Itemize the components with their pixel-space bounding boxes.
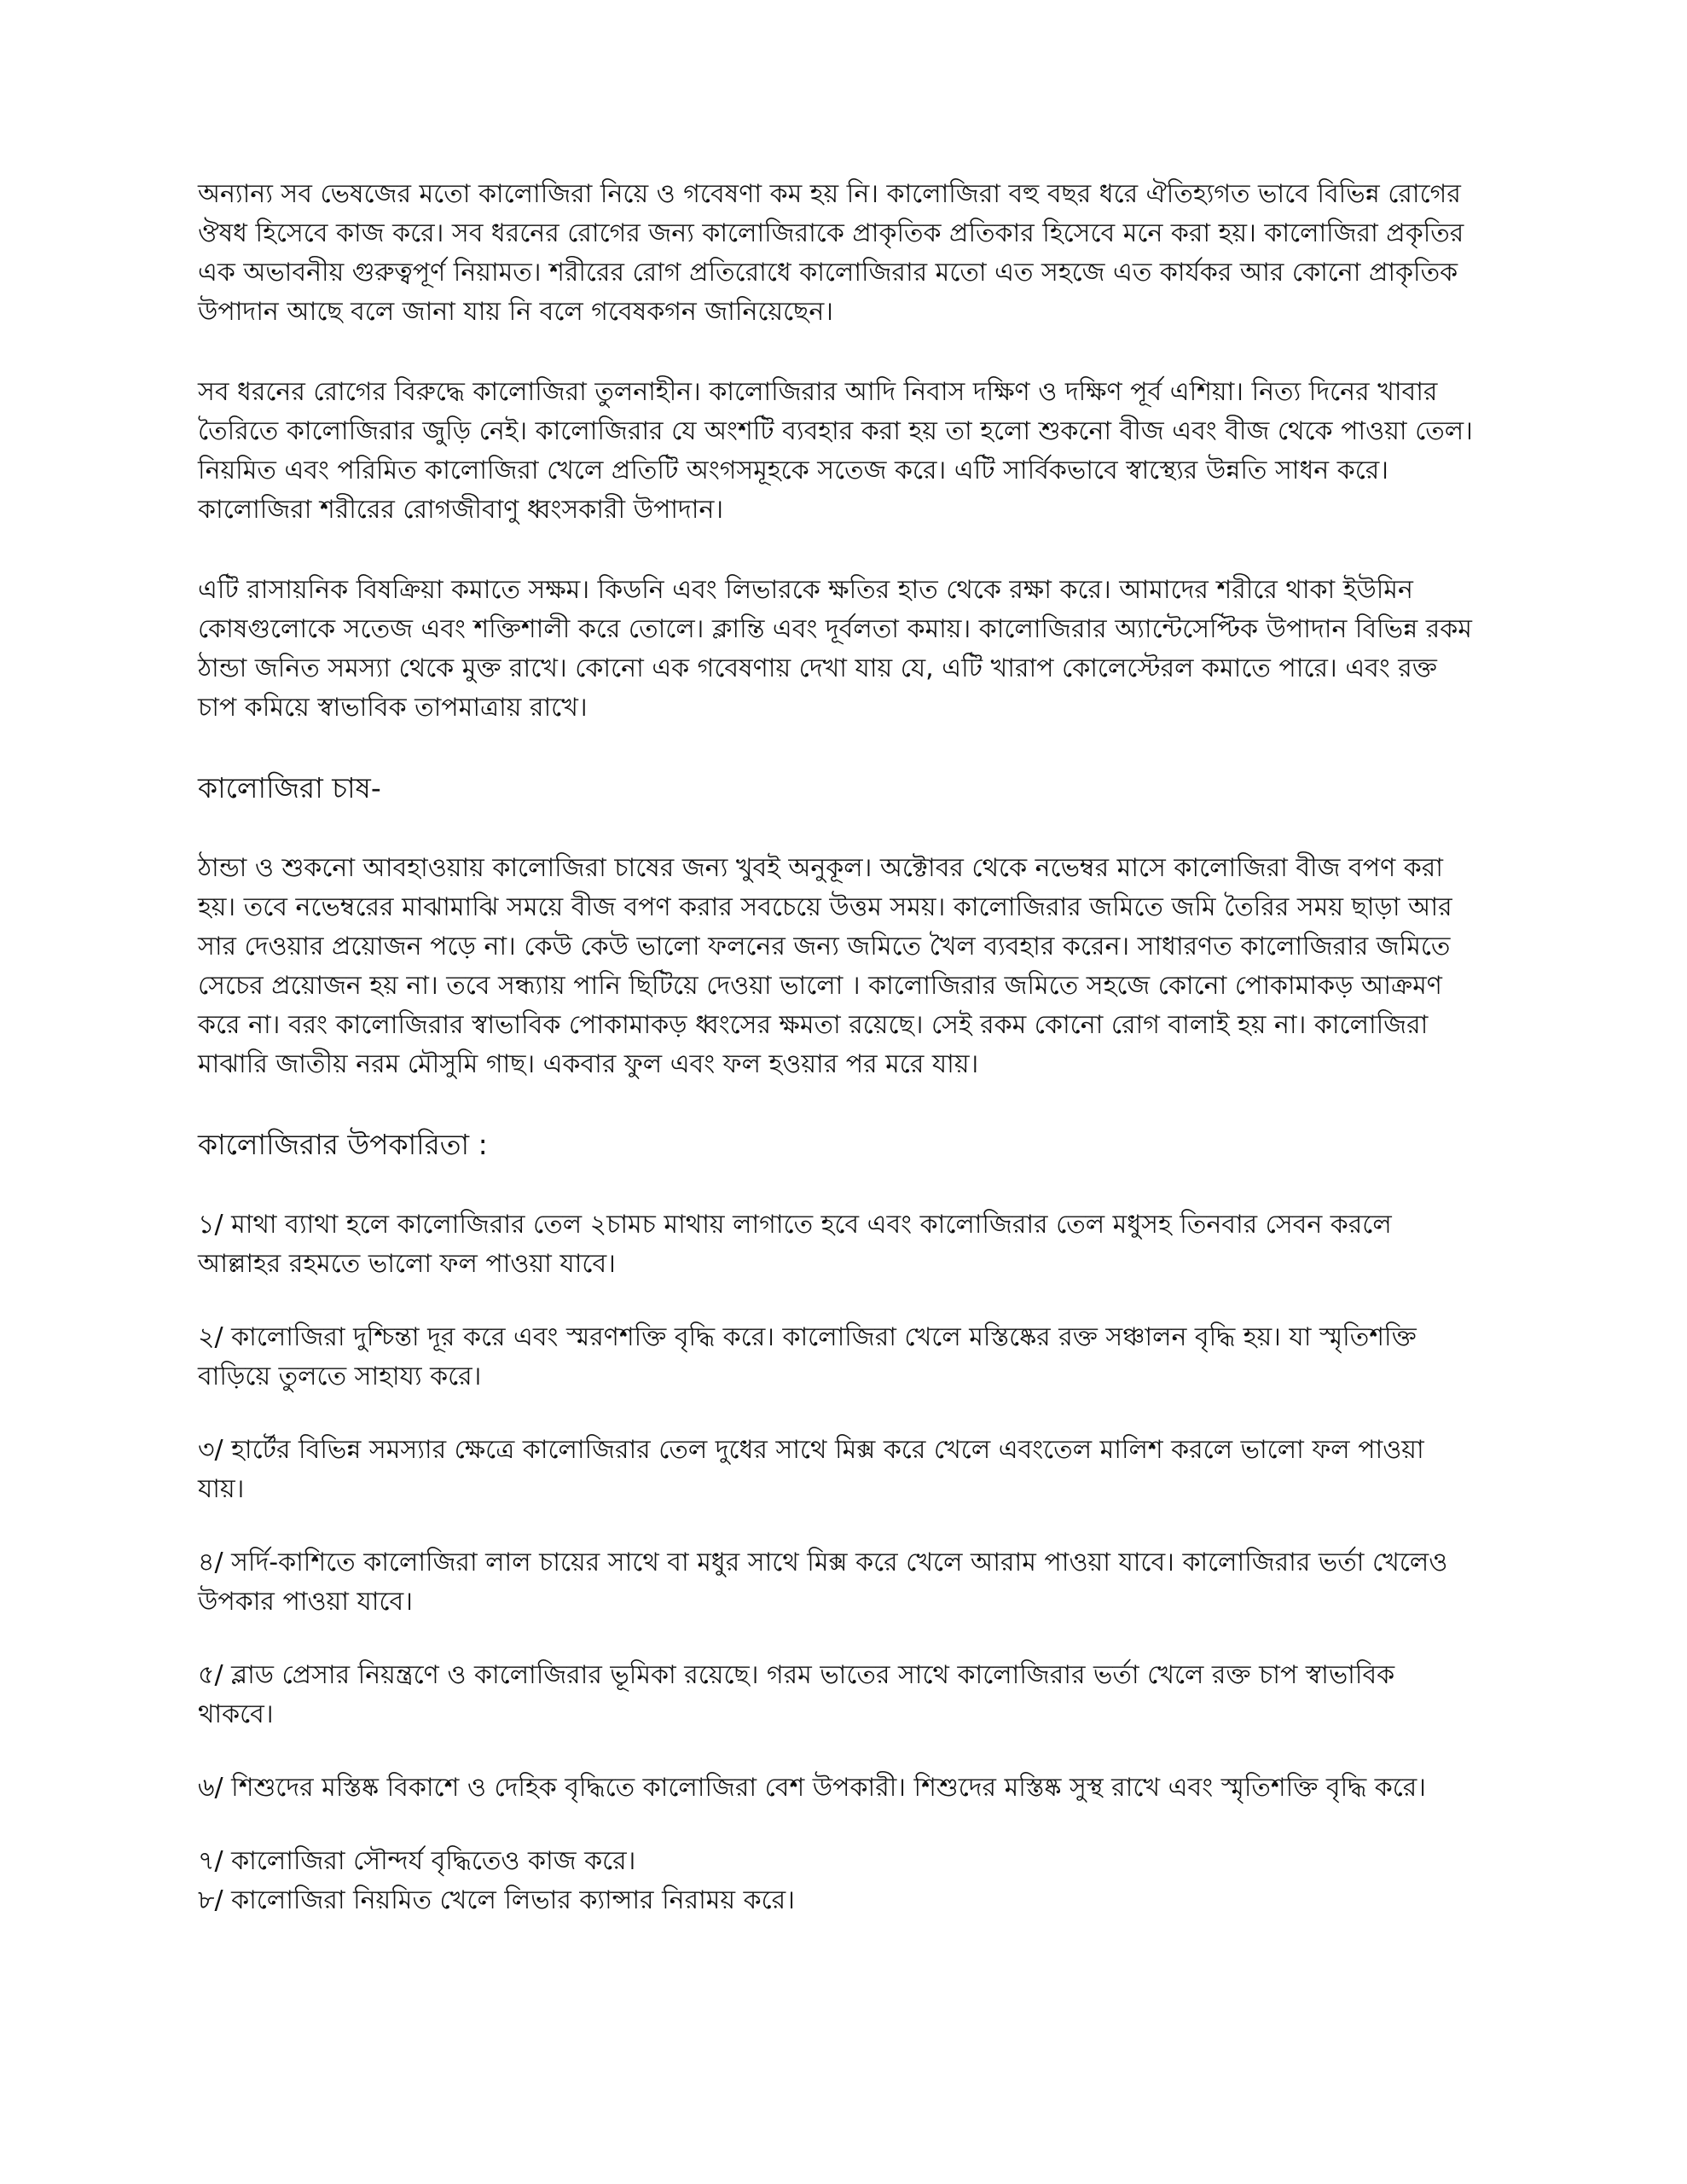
- benefit-item-3: ৩/ হার্টের বিভিন্ন সমস্যার ক্ষেত্রে কালোজিরার তেল দুধের সাথে মিক্স করে খেলে এবংতেল মালিশ করলে ভালো ফল পাওয়া যায়।: [198, 1435, 1424, 1504]
- intro-paragraph-2: সব ধরনের রোগের বিরুদ্ধে কালোজিরা তুলনাহীন। কালোজিরার আদি নিবাস দক্ষিণ ও দক্ষিণ পূর্ব এশিয়া। নিত্য দিনের খাবার তৈরিতে কালোজিরার জুড়ি নেই। কালোজিরার যে অংশটি ব্যবহার করা হয় তা হলো শুকনো বীজ এবং বীজ থেকে পাওয়া তেল। নিয়মিত এবং পরিমিত কালোজিরা খেলে প্রতিটি অংগসমূহকে সতেজ করে। এটি সার্বিকভাবে স্বাস্থ্যের উন্নতি সাধন করে। কালোজিরা শরীরের রোগজীবাণু ধ্বংসকারী উপাদান।: [198, 377, 1473, 525]
- cultivation-heading: কালোজিরা চাষ-: [198, 771, 381, 804]
- benefits-heading: কালোজিরার উপকারিতা :: [198, 1128, 488, 1161]
- intro-paragraph-1: অন্যান্য সব ভেষজের মতো কালোজিরা নিয়ে ও গবেষণা কম হয় নি। কালোজিরা বহু বছর ধরে ঐতিহ্যগত ভাবে বিভিন্ন রোগের ঔষধ হিসেবে কাজ করে। সব ধরনের রোগের জন্য কালোজিরাকে প্রাকৃতিক প্রতিকার হিসেবে মনে করা হয়। কালোজিরা প্রকৃতির এক অভাবনীয় গুরুত্বপূর্ণ নিয়ামত। শরীরের রোগ প্রতিরোধে কালোজিরার মতো এত সহজে এত কার্যকর আর কোনো প্রাকৃতিক উপাদান আছে বলে জানা যায় নি বলে গবেষকগন জানিয়েছেন।: [198, 179, 1464, 327]
- benefit-item-1: ১/ মাথা ব্যাথা হলে কালোজিরার তেল ২চামচ মাথায় লাগাতে হবে এবং কালোজিরার তেল মধুসহ তিনবার সেবন করলে আল্লাহর রহমতে ভালো ফল পাওয়া যাবে।: [198, 1210, 1392, 1279]
- benefit-item-6: ৬/ শিশুদের মস্তিষ্ক বিকাশে ও দেহিক বৃদ্ধিতে কালোজিরা বেশ উপকারী। শিশুদের মস্তিষ্ক সুস্থ রাখে এবং স্মৃতিশক্তি বৃদ্ধি করে।: [198, 1773, 1427, 1803]
- benefit-item-7: ৭/ কালোজিরা সৌন্দর্য বৃদ্ধিতেও কাজ করে।: [198, 1846, 636, 1876]
- benefit-item-5: ৫/ ব্লাড প্রেসার নিয়ন্ত্রণে ও কালোজিরার ভূমিকা রয়েছে। গরম ভাতের সাথে কালোজিরার ভর্তা খেলে রক্ত চাপ স্বাভাবিক থাকবে।: [198, 1660, 1395, 1729]
- intro-paragraph-3: এটি রাসায়নিক বিষক্রিয়া কমাতে সক্ষম। কিডনি এবং লিভারকে ক্ষতির হাত থেকে রক্ষা করে। আমাদের শরীরে থাকা ইউমিন কোষগুলোকে সতেজ এবং শক্তিশালী করে তোলে। ক্লান্তি এবং দূর্বলতা কমায়। কালোজিরার অ্যান্টেসেপ্টিক উপাদান বিভিন্ন রকম ঠান্ডা জনিত সমস্যা থেকে মুক্ত রাখে। কোনো এক গবেষণায় দেখা যায় যে, এটি খারাপ কোলেস্টেরল কমাতে পারে। এবং রক্ত চাপ কমিয়ে স্বাভাবিক তাপমাত্রায় রাখে।: [198, 575, 1472, 723]
- benefit-item-4: ৪/ সর্দি-কাশিতে কালোজিরা লাল চায়ের সাথে বা মধুর সাথে মিক্স করে খেলে আরাম পাওয়া যাবে। কালোজিরার ভর্তা খেলেও উপকার পাওয়া যাবে।: [198, 1548, 1448, 1617]
- benefit-item-8: ৮/ কালোজিরা নিয়মিত খেলে লিভার ক্যান্সার নিরাময় করে।: [198, 1885, 795, 1915]
- cultivation-paragraph: ঠান্ডা ও শুকনো আবহাওয়ায় কালোজিরা চাষের জন্য খুবই অনুকূল। অক্টোবর থেকে নভেম্বর মাসে কালোজিরা বীজ বপণ করা হয়। তবে নভেম্বরের মাঝামাঝি সময়ে বীজ বপণ করার সবচেয়ে উত্তম সময়। কালোজিরার জমিতে জমি তৈরির সময় ছাড়া আর সার দেওয়ার প্রয়োজন পড়ে না। কেউ কেউ ভালো ফলনের জন্য জমিতে খৈল ব্যবহার করেন। সাধারণত কালোজিরার জমিতে সেচের প্রয়োজন হয় না। তবে সন্ধ্যায় পানি ছিটিয়ে দেওয়া ভালো । কালোজিরার জমিতে সহজে কোনো পোকামাকড় আক্রমণ করে না। বরং কালোজিরার স্বাভাবিক পোকামাকড় ধ্বংসের ক্ষমতা রয়েছে। সেই রকম কোনো রোগ বালাই হয় না। কালোজিরা মাঝারি জাতীয় নরম মৌসুমি গাছ। একবার ফুল এবং ফল হওয়ার পর মরে যায়।: [198, 853, 1452, 1079]
- benefit-item-2: ২/ কালোজিরা দুশ্চিন্তা দূর করে এবং স্মরণশক্তি বৃদ্ধি করে। কালোজিরা খেলে মস্তিষ্কের রক্ত সঞ্চালন বৃদ্ধি হয়। যা স্মৃতিশক্তি বাড়িয়ে তুলতে সাহায্য করে।: [198, 1322, 1417, 1391]
